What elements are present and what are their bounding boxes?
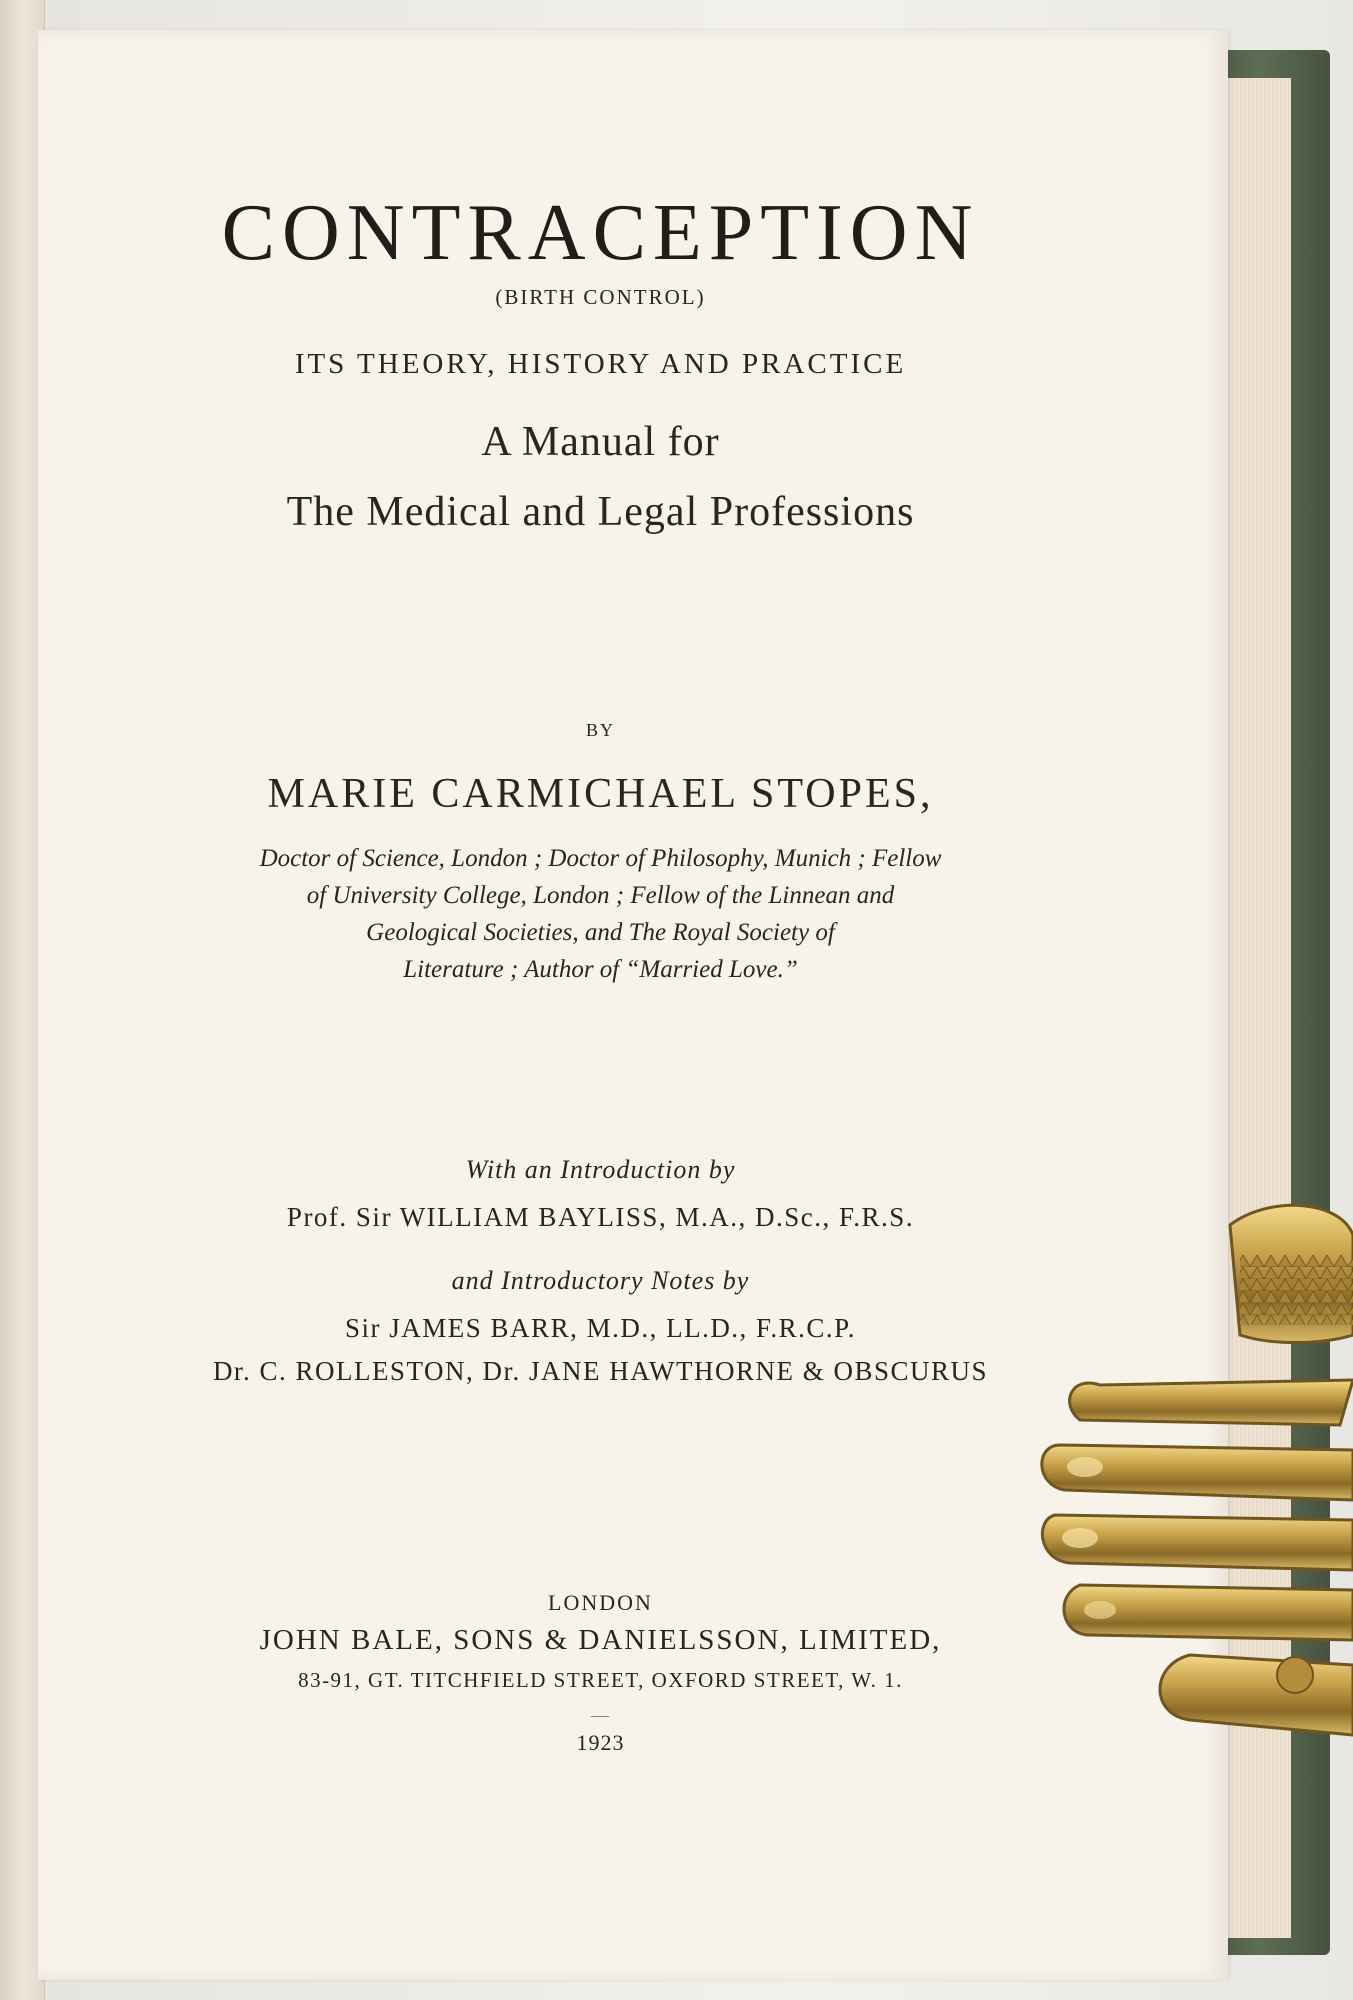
subtitle-professions: The Medical and Legal Professions xyxy=(286,489,915,535)
credentials-line: Literature ; Author of “Married Love.” xyxy=(403,956,798,983)
imprint-rule xyxy=(591,1716,609,1717)
notes-author: Dr. C. ROLLESTON, Dr. JANE HAWTHORNE & OBSCURUS xyxy=(212,1356,989,1386)
by-line: BY xyxy=(585,720,615,740)
credentials-line: Doctor of Science, London ; Doctor of Philosophy, Munich ; Fellow xyxy=(259,845,942,872)
subtitle-parenthetical: (BIRTH CONTROL) xyxy=(495,285,706,309)
author-name: MARIE CARMICHAEL STOPES, xyxy=(267,771,934,817)
credentials-line: of University College, London ; Fellow of the Linnean and xyxy=(306,882,895,909)
imprint-publisher: JOHN BALE, SONS & DANIELSSON, LIMITED, xyxy=(259,1624,942,1656)
introduction-label: With an Introduction by xyxy=(465,1155,736,1184)
imprint-address: 83-91, GT. TITCHFIELD STREET, OXFORD STREET, W. 1. xyxy=(298,1668,903,1692)
imprint-place: LONDON xyxy=(548,1590,653,1615)
subtitle-theory: ITS THEORY, HISTORY AND PRACTICE xyxy=(294,348,907,380)
notes-author: Sir JAMES BARR, M.D., LL.D., F.R.C.P. xyxy=(345,1313,856,1343)
notes-label: and Introductory Notes by xyxy=(451,1266,750,1295)
introduction-author: Prof. Sir WILLIAM BAYLISS, M.A., D.Sc., F.R.S. xyxy=(286,1202,915,1232)
imprint-year: 1923 xyxy=(576,1730,625,1755)
brass-hand-clip-icon xyxy=(1040,1195,1353,1755)
credentials-line: Geological Societies, and The Royal Society of xyxy=(366,919,835,946)
author-credentials xyxy=(38,840,1163,988)
subtitle-manual: A Manual for xyxy=(481,419,720,465)
book-title: CONTRACEPTION xyxy=(221,189,980,277)
